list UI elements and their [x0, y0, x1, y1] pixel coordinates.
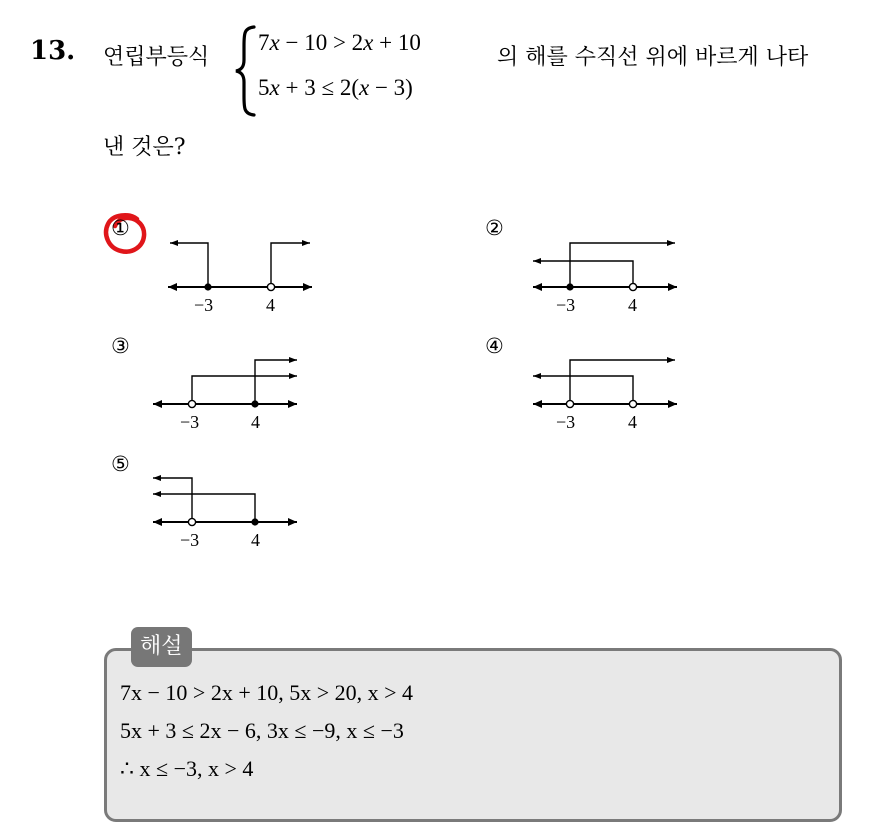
- option-5-label: ⑤: [111, 452, 130, 476]
- solution-line-2: 5x + 3 ≤ 2x − 6, 3x ≤ −9, x ≤ −3: [120, 718, 404, 743]
- system-brace-icon: [232, 24, 258, 118]
- question-prefix: 연립부등식: [103, 45, 210, 70]
- option-1-tick-4: 4: [266, 295, 275, 315]
- option-2-tick-4: 4: [628, 295, 637, 315]
- option-1-tick-neg3: −3: [194, 295, 214, 315]
- solution-line-3: ∴ x ≤ −3, x > 4: [120, 756, 254, 781]
- option-3-label: ③: [111, 334, 130, 358]
- question-suffix: 의 해를 수직선 위에 바르게 나타: [497, 45, 809, 70]
- question-number: 13.: [30, 36, 76, 66]
- option-3-tick-neg3: −3: [180, 412, 200, 432]
- inequality-1: 7x − 10 > 2x + 10: [258, 30, 421, 55]
- question-suffix-2: 낸 것은?: [103, 135, 186, 160]
- option-4-label: ④: [485, 334, 504, 358]
- solution-tag: 해설: [131, 627, 192, 667]
- option-2-label: ②: [485, 216, 504, 240]
- option-5-tick-neg3: −3: [180, 530, 200, 550]
- option-3-tick-4: 4: [251, 412, 260, 432]
- number-line-3: [145, 347, 305, 437]
- option-4-tick-neg3: −3: [556, 412, 576, 432]
- number-line-5: [145, 465, 305, 555]
- option-4-tick-4: 4: [628, 412, 637, 432]
- option-1-label: ①: [111, 216, 130, 240]
- option-5-tick-4: 4: [251, 530, 260, 550]
- number-line-4: [525, 347, 685, 437]
- option-2-tick-neg3: −3: [556, 295, 576, 315]
- number-line-2: [525, 230, 685, 320]
- inequality-2: 5x + 3 ≤ 2(x − 3): [258, 75, 413, 100]
- number-line-1: [160, 230, 320, 320]
- solution-line-1: 7x − 10 > 2x + 10, 5x > 20, x > 4: [120, 680, 414, 705]
